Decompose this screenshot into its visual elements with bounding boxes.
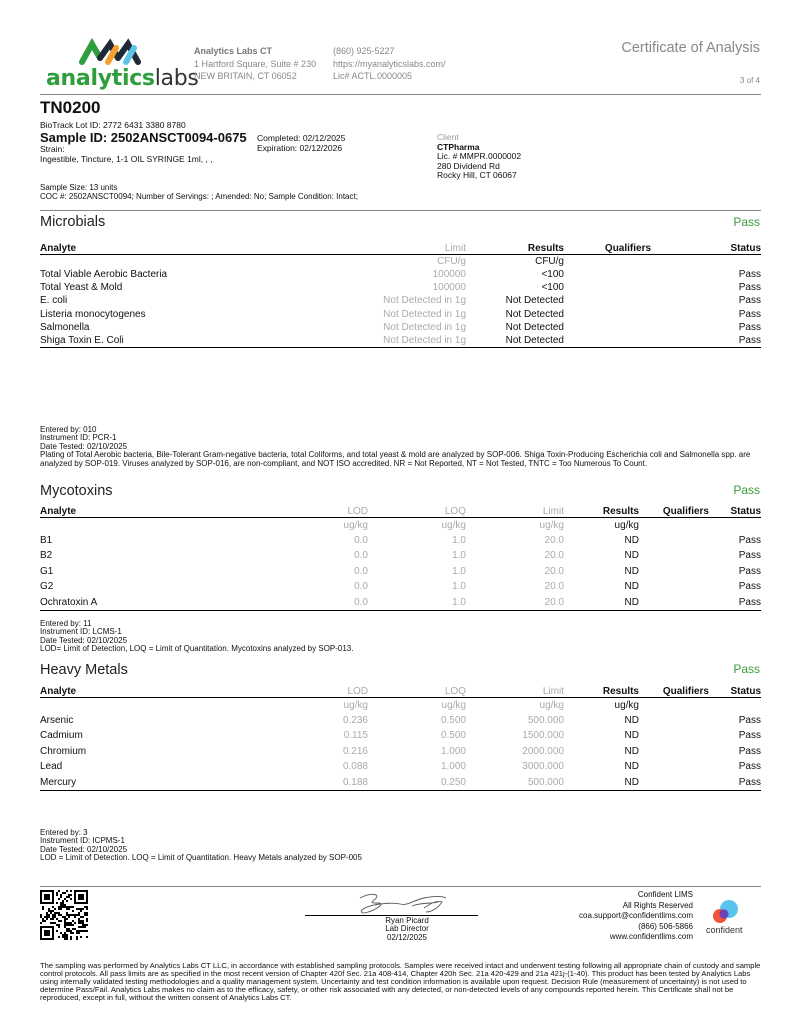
- qualifiers-value: [639, 759, 709, 775]
- analyte-name: Cadmium: [40, 730, 83, 742]
- table-row: [40, 533, 761, 549]
- limit-value: 500.000: [527, 714, 564, 726]
- mycotoxins-header-row: [40, 504, 761, 517]
- result-value: ND: [564, 775, 639, 791]
- analyte-name: Arsenic: [40, 714, 74, 726]
- date-tested: Date Tested: 02/10/2025: [40, 441, 128, 451]
- limit-value: 20.0: [544, 565, 564, 577]
- analyte-name: Total Yeast & Mold: [40, 282, 123, 294]
- lims-name: Confident LIMS: [637, 890, 693, 899]
- col-analyte: Analyte: [40, 684, 260, 697]
- qualifiers-value: [564, 294, 662, 307]
- sample-size-block: [40, 184, 358, 201]
- col-limit: Limit: [466, 504, 564, 517]
- heavy-metals-status: Pass: [733, 662, 760, 676]
- units-row: [40, 517, 761, 533]
- limit-unit: ug/kg: [539, 699, 564, 711]
- qualifiers-value: [639, 744, 709, 760]
- limit-value: 20.0: [544, 550, 564, 562]
- instrument-id: Instrument ID: ICPMS-1: [40, 836, 125, 846]
- entered-by: Entered by: 3: [40, 828, 88, 837]
- signature-icon: [352, 890, 452, 918]
- limit-value: 100000: [432, 268, 466, 280]
- microbials-divider: [40, 210, 761, 211]
- col-status: Status: [709, 504, 761, 517]
- qualifiers-value: [639, 728, 709, 744]
- lab-info: [194, 45, 316, 83]
- microbials-table: [40, 241, 761, 348]
- status-value: Pass: [738, 550, 761, 562]
- sample-id: Sample ID: 2502ANSCT0094-0675: [40, 130, 247, 145]
- page-number: 3 of 4: [739, 76, 760, 85]
- lims-email[interactable]: coa.support@confidentlims.com: [579, 911, 693, 921]
- status-value: Pass: [738, 565, 761, 577]
- header-divider: [40, 94, 761, 95]
- loq-value: 1.000: [440, 761, 466, 773]
- col-qualifiers: Qualifiers: [639, 504, 709, 517]
- method-note: LOD= Limit of Detection, LOQ = Limit of Quantitation. Mycotoxins analyzed by SOP-013.: [40, 644, 354, 654]
- lod-value: 0.0: [354, 550, 368, 562]
- table-row: [40, 759, 761, 775]
- status-value: Pass: [738, 745, 761, 757]
- signer-block: [360, 917, 454, 942]
- biotrack-lot-id: BioTrack Lot ID: 2772 6431 3380 8780: [40, 120, 186, 130]
- loq-value: 1.0: [452, 534, 466, 546]
- product-type: Ingestible, Tincture, 1-1 OIL SYRINGE 1ml, , ,: [40, 153, 213, 164]
- client-label: Client: [437, 132, 459, 142]
- limit-value: 500.000: [466, 775, 564, 791]
- table-row: [40, 334, 761, 348]
- disclaimer: The sampling was performed by Analytics Labs CT LLC, in accordance with established sampling protocols. Samples were received intact and underwent testing following all appropriate chain of custody and sample control protocols. All pass limits are as specified in the most recent version of Chapter 420f Sec. 21a 408-414, Chapter 420h Sec. 21a 420-429 and 21a 421j-(1-40). This product has been tested by Analytics Labs using internally validated testing methodologies and a quality management system. Uncertainty and test condition information is available upon request. Decision Rule (measurement of uncertainty) is not used to determine Pass/Fail. Analytics Labs makes no claim as to the efficacy, safety, or other risk associated with any detected, or non-detected levels of any compounds reported herein. This Certificate shall not be reproduced, except in full, without the written consent of Analytics Labs CT.: [40, 961, 761, 1002]
- lod-unit: ug/kg: [343, 699, 368, 711]
- sample-dates: [257, 134, 345, 153]
- loq-value: 1.0: [452, 565, 466, 577]
- analyte-name: G2: [40, 581, 54, 593]
- status-value: Pass: [738, 714, 761, 726]
- status-value: Pass: [738, 730, 761, 742]
- analyte-name: Total Viable Aerobic Bacteria: [40, 268, 168, 280]
- limit-value: Not Detected in 1g: [260, 334, 466, 348]
- qualifiers-value: [564, 281, 662, 294]
- document-title: Certificate of Analysis: [621, 40, 760, 56]
- loq-value: 1.0: [368, 595, 466, 611]
- lod-value: 0.236: [342, 714, 368, 726]
- limit-value: 20.0: [466, 595, 564, 611]
- strain-info: [40, 145, 213, 164]
- result-value: ND: [624, 745, 639, 757]
- mycotoxins-notes: [40, 620, 761, 654]
- microbials-title: Microbials: [40, 214, 106, 230]
- loq-value: 0.250: [368, 775, 466, 791]
- product-name: TN0200: [40, 98, 101, 117]
- status-value: Pass: [738, 322, 761, 334]
- mycotoxins-status: Pass: [733, 483, 760, 497]
- qualifiers-value: [564, 334, 662, 348]
- units-row: [40, 697, 761, 713]
- microbials-notes: [40, 426, 761, 468]
- loq-value: 1.0: [452, 550, 466, 562]
- date-tested: Date Tested: 02/10/2025: [40, 844, 128, 854]
- analyte-name: Lead: [40, 761, 63, 773]
- lab-address-line2: NEW BRITAIN, CT 06052: [194, 71, 297, 81]
- heavy-metals-table: [40, 684, 761, 791]
- limit-value: 2000.000: [522, 745, 564, 757]
- analyte-name: Ochratoxin A: [40, 595, 260, 611]
- coc-info: COC #: 2502ANSCT0094; Number of Servings: ; Amended: No; Sample Condition: Intact;: [40, 191, 358, 201]
- lod-unit: ug/kg: [343, 519, 368, 531]
- results-unit: ug/kg: [614, 699, 639, 711]
- col-loq: LOQ: [368, 684, 466, 697]
- col-results: Results: [564, 684, 639, 697]
- lod-value: 0.0: [354, 565, 368, 577]
- analyte-name: Salmonella: [40, 322, 90, 334]
- method-note: Plating of Total Aerobic bacteria, Bile-Tolerant Gram-negative bacteria, total Coliforms, and total yeast & mold are analyzed by SOP-006. Shiga Toxin-Producing Escherichia coli and Salmonella spp. are analyzed by SOP-019. Viruses analyzed by SOP-016, are non-compliant, and NOT ISO accredited. NR = Not Reported, NT = Not Tested, TNTC = Too Numerous To Count.: [40, 450, 751, 468]
- lab-name: Analytics Labs CT: [194, 46, 273, 56]
- qualifiers-value: [564, 308, 662, 321]
- table-row: [40, 564, 761, 580]
- status-value: Pass: [738, 308, 761, 320]
- result-value: Not Detected: [505, 322, 564, 334]
- confident-logo-text: confident: [706, 925, 743, 935]
- limit-value: 20.0: [544, 581, 564, 593]
- table-row: [40, 728, 761, 744]
- limit-value: Not Detected in 1g: [383, 295, 466, 307]
- table-row: [40, 775, 761, 791]
- loq-value: 1.0: [452, 581, 466, 593]
- status-value: Pass: [709, 775, 761, 791]
- heavy-metals-title: Heavy Metals: [40, 662, 128, 678]
- status-value: Pass: [738, 268, 761, 280]
- result-value: ND: [624, 565, 639, 577]
- loq-value: 0.500: [440, 714, 466, 726]
- status-value: Pass: [738, 534, 761, 546]
- qualifiers-value: [639, 713, 709, 729]
- analyte-name: G1: [40, 565, 54, 577]
- lims-website[interactable]: www.confidentlims.com: [609, 932, 693, 942]
- lab-website[interactable]: https://myanalyticslabs.com/: [333, 58, 446, 69]
- table-row: [40, 579, 761, 595]
- status-value: Pass: [738, 282, 761, 294]
- limit-value: Not Detected in 1g: [383, 322, 466, 334]
- result-value: ND: [624, 761, 639, 773]
- table-row: [40, 268, 761, 281]
- col-qualifiers: Qualifiers: [564, 241, 662, 254]
- lab-phone: (860) 925-5227: [333, 46, 395, 56]
- analyte-name: B2: [40, 550, 53, 562]
- result-value: ND: [624, 714, 639, 726]
- logo-wave-icon: [46, 36, 181, 68]
- loq-value: 1.000: [440, 745, 466, 757]
- entered-by: Entered by: 11: [40, 619, 92, 628]
- lod-value: 0.0: [260, 595, 368, 611]
- completed-date: Completed: 02/12/2025: [257, 133, 346, 143]
- col-limit: Limit: [466, 684, 564, 697]
- result-value: <100: [541, 268, 564, 280]
- date-tested: Date Tested: 02/10/2025: [40, 635, 128, 645]
- footer-divider: [40, 886, 761, 887]
- client-address1: 280 Dividend Rd: [437, 160, 500, 171]
- loq-unit: ug/kg: [441, 699, 466, 711]
- result-value: ND: [564, 595, 639, 611]
- lod-value: 0.0: [354, 534, 368, 546]
- lod-value: 0.188: [260, 775, 368, 791]
- client-info: [437, 133, 521, 181]
- lod-value: 0.088: [342, 761, 368, 773]
- signer-title: Lab Director: [385, 924, 429, 934]
- heavy-metals-notes: [40, 829, 761, 863]
- col-status: Status: [662, 241, 761, 254]
- expiration-date: Expiration: 02/12/2026: [257, 142, 343, 153]
- limit-value: 3000.000: [522, 761, 564, 773]
- analyte-name: E. coli: [40, 295, 68, 307]
- lims-info: [579, 890, 693, 943]
- units-row: [40, 254, 761, 268]
- client-license: Lic. # MMPR.0000002: [437, 151, 522, 161]
- results-unit: ug/kg: [614, 519, 639, 531]
- lod-value: 0.0: [354, 581, 368, 593]
- table-row: [40, 308, 761, 321]
- status-value: Pass: [738, 581, 761, 593]
- analyte-name: Mercury: [40, 775, 260, 791]
- results-unit: CFU/g: [535, 255, 564, 267]
- sample-size: Sample Size: 13 units: [40, 183, 118, 192]
- result-value: ND: [624, 534, 639, 546]
- status-value: Pass: [709, 595, 761, 611]
- lab-address-line1: 1 Hartford Square, Suite # 230: [194, 58, 317, 69]
- status-value: Pass: [738, 295, 761, 307]
- limit-unit: ug/kg: [539, 519, 564, 531]
- logo-wordmark: [46, 66, 199, 91]
- entered-by: Entered by: 010: [40, 425, 97, 434]
- lab-contact: [333, 45, 446, 83]
- qualifiers-value: [639, 533, 709, 549]
- result-value: ND: [624, 550, 639, 562]
- method-note: LOD = Limit of Detection. LOQ = Limit of Quantitation. Heavy Metals analyzed by SOP-005: [40, 853, 362, 863]
- qualifiers-value: [564, 268, 662, 281]
- microbials-header-row: [40, 241, 761, 254]
- lims-phone: (866) 506-5866: [638, 921, 693, 931]
- result-value: Not Detected: [505, 295, 564, 307]
- analyte-name: Listeria monocytogenes: [40, 308, 146, 320]
- limit-value: 20.0: [544, 534, 564, 546]
- qr-code-graphic: [40, 890, 88, 940]
- analyte-name: B1: [40, 534, 53, 546]
- col-analyte: Analyte: [40, 241, 260, 254]
- table-row: [40, 744, 761, 760]
- analyte-name: Shiga Toxin E. Coli: [40, 334, 260, 348]
- signer-name: Ryan Picard: [385, 916, 429, 925]
- lod-value: 0.216: [342, 745, 368, 757]
- col-qualifiers: Qualifiers: [639, 684, 709, 697]
- client-address2: Rocky Hill, CT 06067: [437, 170, 517, 180]
- qualifiers-value: [639, 548, 709, 564]
- result-value: ND: [624, 581, 639, 593]
- lab-license: Lic# ACTL.0000005: [333, 71, 413, 81]
- qualifiers-value: [639, 564, 709, 580]
- mycotoxins-table: [40, 504, 761, 611]
- logo-text-labs: labs: [154, 66, 199, 91]
- qualifiers-value: [639, 595, 709, 611]
- limit-value: 1500.000: [522, 730, 564, 742]
- col-status: Status: [709, 684, 761, 697]
- signer-date: 02/12/2025: [386, 932, 428, 942]
- result-value: Not Detected: [466, 334, 564, 348]
- col-limit: Limit: [260, 241, 466, 254]
- table-row: [40, 281, 761, 294]
- qualifiers-value: [639, 579, 709, 595]
- col-results: Results: [466, 241, 564, 254]
- col-loq: LOQ: [368, 504, 466, 517]
- heavy-metals-header-row: [40, 684, 761, 697]
- status-value: Pass: [662, 334, 761, 348]
- qualifiers-value: [639, 775, 709, 791]
- instrument-id: Instrument ID: LCMS-1: [40, 627, 122, 637]
- loq-unit: ug/kg: [441, 519, 466, 531]
- status-value: Pass: [738, 761, 761, 773]
- table-row: [40, 713, 761, 729]
- qr-code-icon[interactable]: [40, 890, 88, 940]
- lod-value: 0.115: [343, 730, 368, 742]
- limit-value: 100000: [432, 282, 466, 294]
- instrument-id: Instrument ID: PCR-1: [40, 433, 117, 443]
- result-value: <100: [541, 282, 564, 294]
- table-row: [40, 321, 761, 334]
- strain-label: Strain:: [40, 144, 65, 154]
- table-row: [40, 548, 761, 564]
- lims-rights: All Rights Reserved: [622, 900, 693, 910]
- limit-value: Not Detected in 1g: [383, 308, 466, 320]
- result-value: Not Detected: [505, 308, 564, 320]
- col-results: Results: [564, 504, 639, 517]
- table-row: [40, 595, 761, 611]
- result-value: ND: [624, 730, 639, 742]
- qualifiers-value: [564, 321, 662, 334]
- limit-unit: CFU/g: [437, 255, 466, 267]
- client-name: CTPharma: [437, 141, 480, 152]
- logo-text-analytics: analytics: [46, 66, 155, 91]
- col-lod: LOD: [260, 504, 368, 517]
- col-analyte: Analyte: [40, 504, 260, 517]
- analytics-labs-logo: [46, 36, 199, 92]
- microbials-status: Pass: [733, 215, 760, 229]
- analyte-name: Chromium: [40, 745, 87, 757]
- table-row: [40, 294, 761, 307]
- loq-value: 0.500: [440, 730, 466, 742]
- col-lod: LOD: [260, 684, 368, 697]
- mycotoxins-title: Mycotoxins: [40, 483, 113, 499]
